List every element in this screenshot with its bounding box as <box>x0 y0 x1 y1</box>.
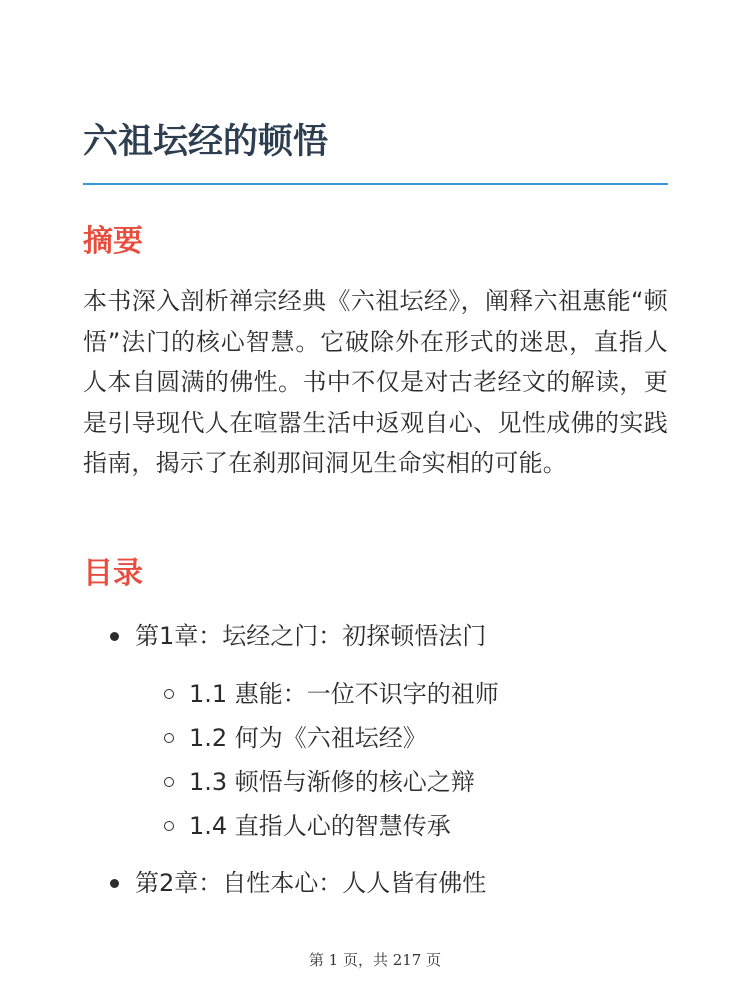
bullet-circle-icon <box>164 733 174 743</box>
toc-section-1-3 <box>189 764 475 800</box>
toc-section-1-2 <box>189 720 427 756</box>
toc-heading: 目录 <box>83 556 143 591</box>
toc-chapter-2 <box>135 865 486 901</box>
toc-section-label: 1.4 直指人心的智慧传承 <box>189 812 451 840</box>
bullet-circle-icon <box>164 777 174 787</box>
bullet-disc-icon <box>110 879 119 888</box>
bullet-disc-icon <box>110 632 119 641</box>
toc-section-1-1 <box>189 676 499 712</box>
abstract-text: 本书深入剖析禅宗经典《六祖坛经》，阐释六祖惠能“顿悟”法门的核心智慧。它破除外在形式的迷思，直指人人本自圆满的佛性。书中不仅是对古老经文的解读，更是引导现代人在喧嚣生活中返观自心、见性成佛的实践指南，揭示了在刹那间洞见生命实相的可能。 <box>83 287 668 477</box>
abstract-heading: 摘要 <box>83 224 143 259</box>
toc-section-label: 1.1 惠能：一位不识字的祖师 <box>189 680 499 708</box>
toc-section-label: 1.2 何为《六祖坛经》 <box>189 724 427 752</box>
toc-chapter-1 <box>135 618 486 654</box>
book-title: 六祖坛经的顿悟 <box>83 122 329 162</box>
bullet-circle-icon <box>164 821 174 831</box>
toc-section-1-4 <box>189 808 451 844</box>
page-footer: 第 1 页，共 217 页 <box>308 951 442 969</box>
toc-chapter-label: 第1章：坛经之门：初探顿悟法门 <box>135 622 487 650</box>
toc-section-label: 1.3 顿悟与渐修的核心之辩 <box>189 768 475 796</box>
title-divider <box>83 183 668 185</box>
bullet-circle-icon <box>164 689 174 699</box>
toc-chapter-label: 第2章：自性本心：人人皆有佛性 <box>135 869 487 897</box>
